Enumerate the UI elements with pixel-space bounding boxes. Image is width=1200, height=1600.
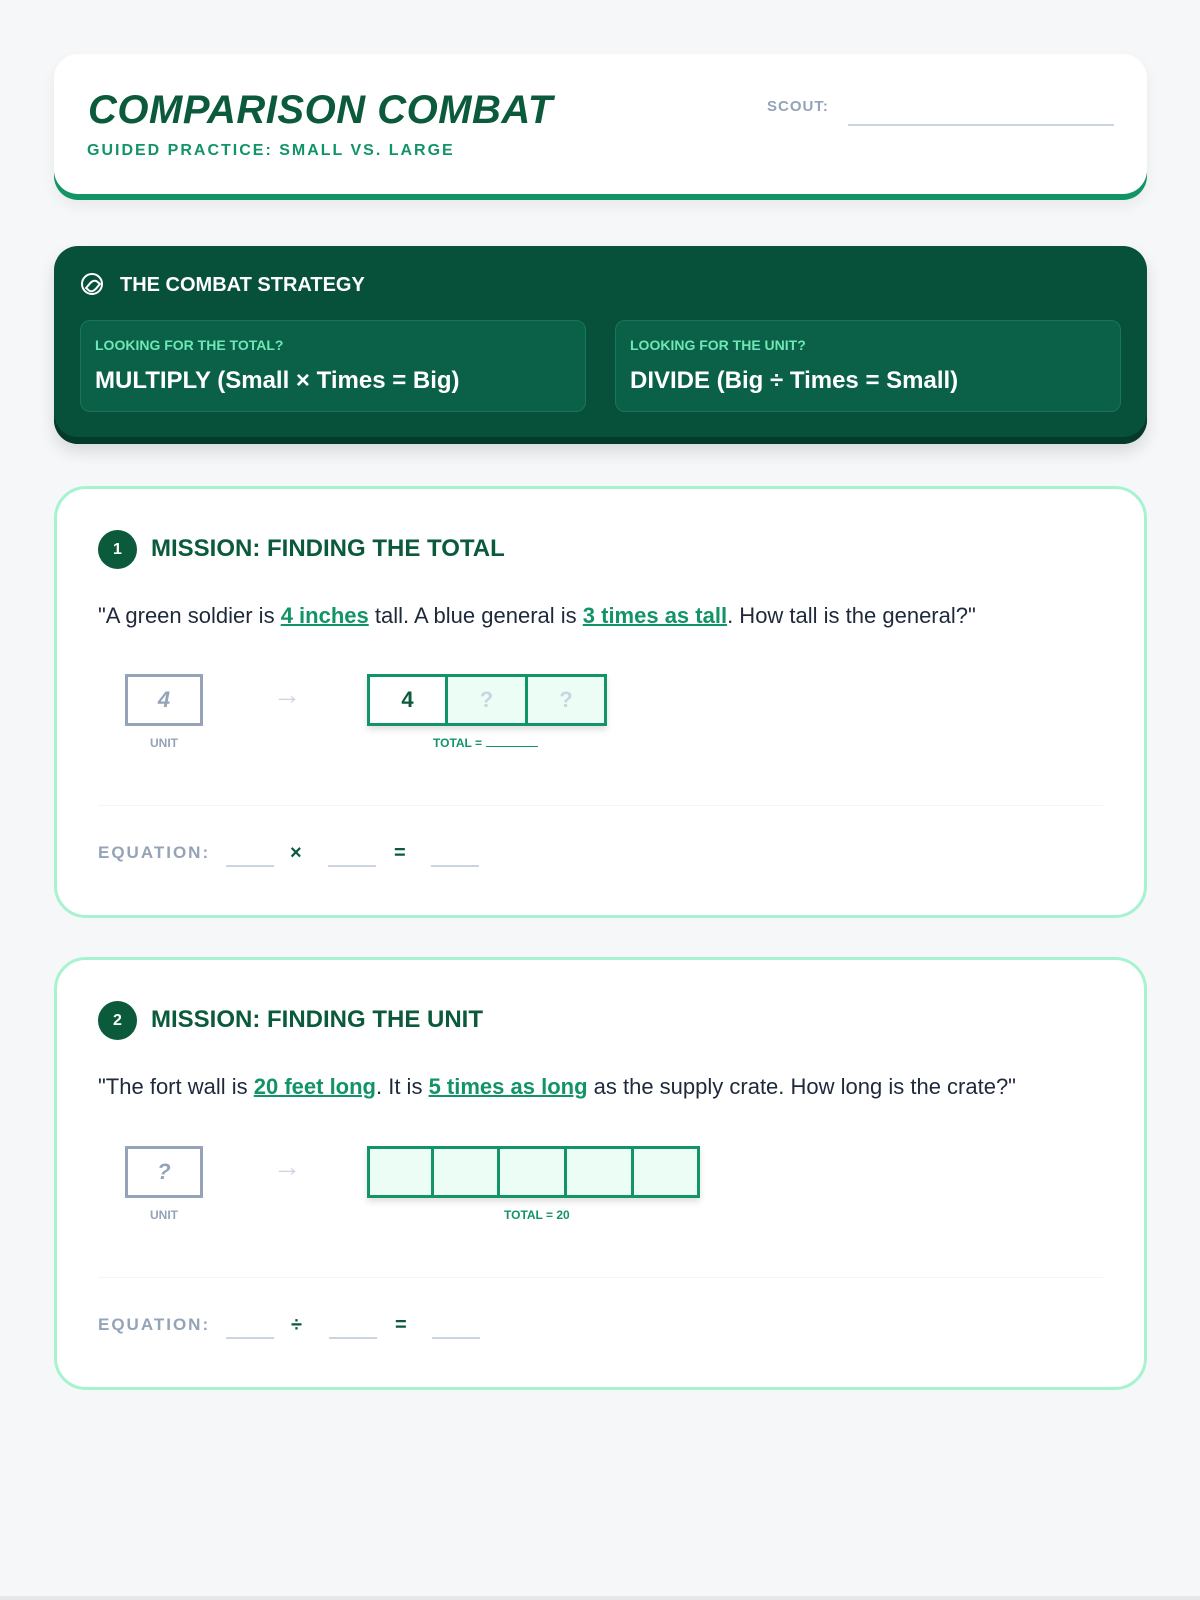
equation-blank[interactable] — [328, 865, 376, 867]
scout-label: SCOUT: — [767, 98, 829, 115]
unit-box: ? — [125, 1146, 203, 1198]
problem-text: tall. A blue general is — [368, 603, 583, 628]
rule-answer: MULTIPLY (Small × Times = Big) — [95, 367, 460, 394]
unit-box: 4 — [125, 674, 203, 726]
equals-operator: = — [394, 842, 406, 864]
bar-segment — [634, 1149, 697, 1195]
equals-operator: = — [395, 1314, 407, 1336]
rule-question: LOOKING FOR THE TOTAL? — [95, 337, 284, 353]
bar-segment — [567, 1149, 634, 1195]
mission-problem — [98, 1074, 1016, 1100]
problem-highlight: 3 times as tall — [582, 603, 728, 628]
bar-segment: ? — [528, 677, 604, 723]
divider — [98, 1277, 1103, 1278]
bar-model-strip — [367, 674, 607, 726]
divide-operator: ÷ — [291, 1314, 302, 1336]
mission-number-badge: 1 — [98, 530, 137, 569]
bar-model-strip — [367, 1146, 700, 1198]
divider — [98, 805, 1103, 806]
strategy-title: THE COMBAT STRATEGY — [120, 274, 365, 296]
page-bottom-edge — [0, 1596, 1200, 1600]
problem-text: "A green soldier is — [98, 603, 281, 628]
equation-blank[interactable] — [226, 865, 274, 867]
problem-highlight: 5 times as long — [428, 1074, 588, 1099]
problem-text: . It is — [376, 1074, 429, 1099]
bar-segment: 4 — [370, 677, 448, 723]
problem-text: "The fort wall is — [98, 1074, 254, 1099]
rule-unit — [615, 320, 1121, 412]
mission-title: MISSION: FINDING THE UNIT — [151, 1006, 483, 1033]
mission-card-1 — [54, 486, 1147, 918]
strategy-panel — [54, 246, 1147, 444]
bar-segment: ? — [448, 677, 528, 723]
compass-icon — [81, 273, 103, 295]
equation-blank[interactable] — [432, 1337, 480, 1339]
problem-text: . How tall is the general?" — [727, 603, 976, 628]
multiply-operator: × — [290, 842, 302, 864]
mission-card-2 — [54, 957, 1147, 1390]
scout-name-field[interactable] — [848, 124, 1114, 126]
rule-question: LOOKING FOR THE UNIT? — [630, 337, 806, 353]
equation-blank[interactable] — [329, 1337, 377, 1339]
equation-blank[interactable] — [431, 865, 479, 867]
unit-label: UNIT — [150, 736, 178, 750]
page-subtitle: GUIDED PRACTICE: SMALL VS. LARGE — [87, 142, 455, 159]
equation-blank[interactable] — [226, 1337, 274, 1339]
header-card — [54, 54, 1147, 200]
bar-segment — [370, 1149, 434, 1195]
unit-label: UNIT — [150, 1208, 178, 1222]
arrow-right-icon: → — [273, 1151, 301, 1182]
bar-segment — [434, 1149, 500, 1195]
rule-answer: DIVIDE (Big ÷ Times = Small) — [630, 367, 959, 394]
total-answer-blank[interactable] — [486, 746, 538, 747]
total-label — [433, 736, 538, 750]
total-label-text: TOTAL = — [433, 736, 483, 750]
arrow-right-icon: → — [273, 679, 301, 710]
problem-highlight: 20 feet long — [253, 1074, 376, 1099]
equation-label: EQUATION: — [98, 843, 211, 862]
mission-number-badge: 2 — [98, 1001, 137, 1040]
total-label: TOTAL = 20 — [504, 1208, 570, 1222]
bar-segment — [500, 1149, 567, 1195]
problem-highlight: 4 inches — [280, 603, 369, 628]
page-title: COMPARISON COMBAT — [88, 88, 553, 132]
problem-text: as the supply crate. How long is the crate?" — [587, 1074, 1016, 1099]
rule-total — [80, 320, 586, 412]
mission-title: MISSION: FINDING THE TOTAL — [151, 535, 505, 562]
mission-problem — [98, 603, 976, 629]
equation-label: EQUATION: — [98, 1315, 211, 1334]
